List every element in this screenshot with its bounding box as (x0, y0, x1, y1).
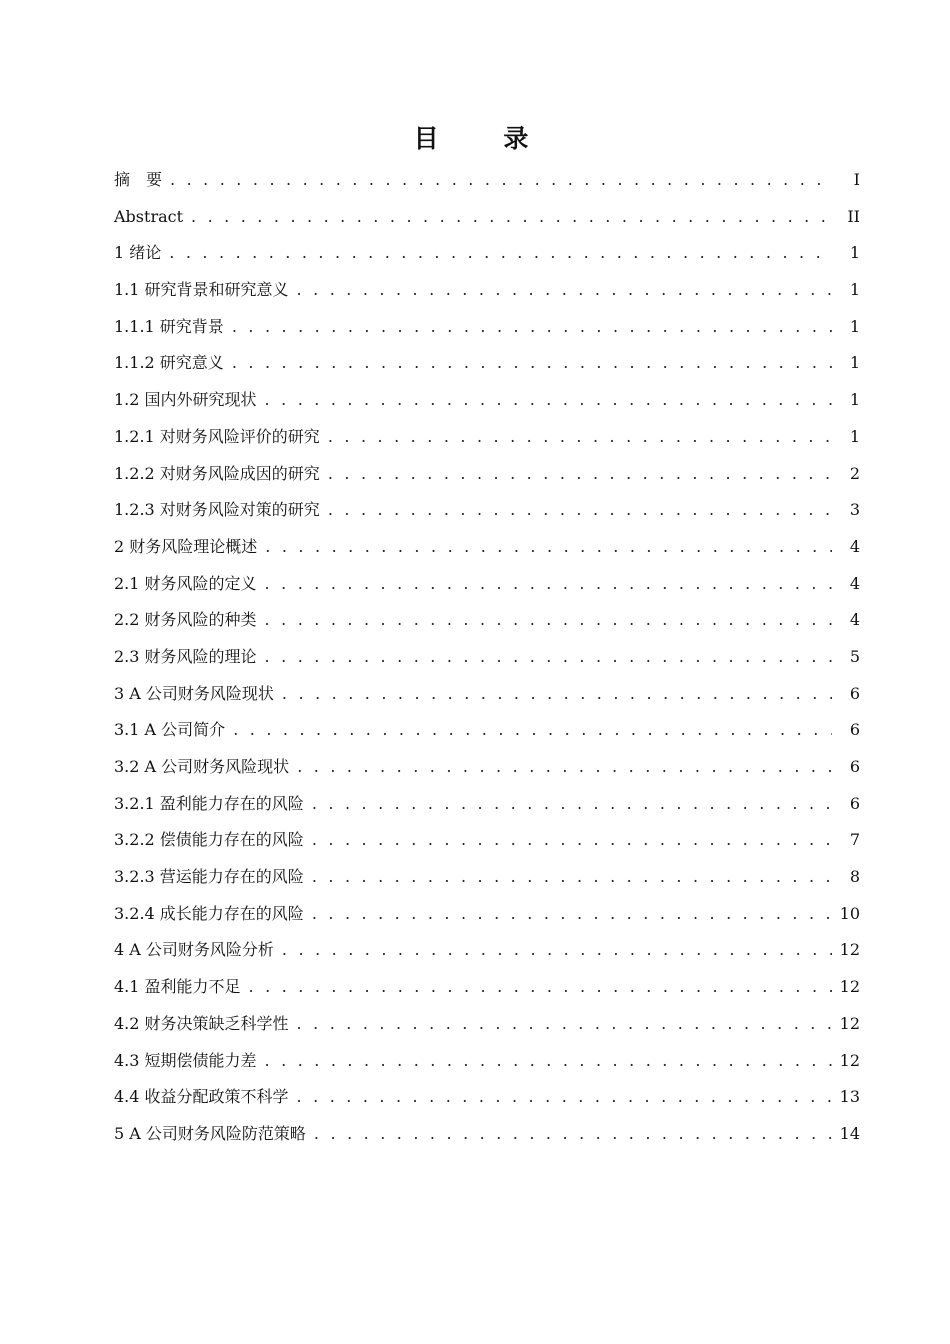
toc-entry[interactable] (114, 235, 860, 272)
toc-entry-label: 3.2.3 营运能力存在的风险 (114, 867, 304, 887)
toc-entry-page-number: 4 (849, 610, 860, 630)
toc-entry-page-number: 8 (849, 867, 860, 887)
toc-entry-page-number: 12 (839, 1050, 860, 1070)
toc-entry-page-number: 7 (849, 830, 860, 850)
toc-entry-page-number: II (847, 206, 860, 226)
dot-leader (265, 566, 832, 603)
toc-entry-label: 3.2.4 成长能力存在的风险 (114, 903, 304, 923)
toc-entry-label: 1.1.1 研究背景 (114, 316, 224, 336)
toc-entry[interactable] (114, 749, 860, 786)
toc-entry-page-number: 5 (849, 646, 860, 666)
toc-entry[interactable] (114, 712, 860, 749)
dot-leader (169, 235, 832, 272)
dot-leader (233, 712, 832, 749)
toc-entry[interactable] (114, 566, 860, 603)
toc-entry-label: 3.2.2 偿债能力存在的风险 (114, 830, 304, 850)
toc-entry-page-number: 13 (839, 1087, 860, 1107)
toc-entry-page-number: 12 (839, 940, 860, 960)
toc-entry-page-number: 1 (849, 316, 860, 336)
toc-entry[interactable] (114, 199, 860, 236)
dot-leader (328, 456, 832, 493)
toc-entry-label: 1.1 研究背景和研究意义 (114, 280, 289, 300)
dot-leader (314, 1116, 832, 1153)
toc-entry[interactable] (114, 309, 860, 346)
dot-leader (232, 345, 832, 382)
toc-entry[interactable] (114, 272, 860, 309)
dot-leader (265, 1043, 832, 1080)
toc-entry-page-number: 12 (839, 1013, 860, 1033)
toc-entry[interactable] (114, 639, 860, 676)
toc-entry[interactable] (114, 492, 860, 529)
toc-entry[interactable] (114, 786, 860, 823)
toc-entry-label: 4.1 盈利能力不足 (114, 977, 241, 997)
toc-entry[interactable] (114, 1079, 860, 1116)
toc-entry-label: 2.2 财务风险的种类 (114, 610, 257, 630)
toc-entry-page-number: 14 (839, 1123, 860, 1143)
dot-leader (265, 602, 832, 639)
dot-leader (328, 492, 832, 529)
toc-entry-label: 5 A 公司财务风险防范策略 (114, 1123, 306, 1143)
dot-leader (328, 419, 832, 456)
toc-entry-page-number: 1 (849, 353, 860, 373)
toc-entry-page-number: 4 (849, 536, 860, 556)
toc-entry-page-number: 6 (849, 757, 860, 776)
toc-entry-page-number: 1 (849, 390, 860, 410)
toc-entry-page-number: 2 (849, 463, 860, 483)
toc-entry-page-number: 6 (849, 683, 860, 703)
toc-entry-label: 4.2 财务决策缺乏科学性 (114, 1013, 289, 1033)
toc-entry-label: 1.1.2 研究意义 (114, 353, 224, 373)
dot-leader (312, 822, 832, 859)
toc-entry[interactable] (114, 969, 860, 1006)
toc-entry-label: 摘 要 (114, 170, 163, 189)
toc-entry-label: 1 绪论 (114, 243, 162, 263)
toc-title: 目 录 (413, 124, 557, 153)
table-of-contents (114, 162, 860, 1153)
toc-entry[interactable] (114, 382, 860, 419)
toc-entry-label: 4.4 收益分配政策不科学 (114, 1087, 289, 1107)
dot-leader (232, 309, 832, 346)
dot-leader (265, 382, 832, 419)
dot-leader (282, 932, 832, 969)
toc-entry[interactable] (114, 345, 860, 382)
dot-leader (312, 859, 832, 896)
toc-entry-label: 1.2 国内外研究现状 (114, 390, 257, 410)
toc-entry[interactable] (114, 1043, 860, 1080)
toc-entry[interactable] (114, 529, 860, 566)
dot-leader (312, 786, 832, 823)
toc-entry-page-number: 6 (849, 793, 860, 813)
toc-entry-label: 3.2.1 盈利能力存在的风险 (114, 793, 304, 813)
toc-entry-label: 4.3 短期偿债能力差 (114, 1050, 257, 1070)
toc-entry[interactable] (114, 602, 860, 639)
dot-leader (170, 162, 832, 199)
toc-entry-page-number: 10 (839, 903, 860, 923)
toc-entry-label: 3.1 A 公司简介 (114, 720, 226, 740)
toc-entry-page-number: 12 (839, 977, 860, 997)
dot-leader (297, 1006, 832, 1043)
toc-entry-label: 3 A 公司财务风险现状 (114, 683, 274, 703)
toc-entry-page-number: 4 (849, 573, 860, 593)
dot-leader (297, 272, 832, 309)
toc-entry[interactable] (114, 676, 860, 713)
dot-leader (191, 199, 832, 236)
toc-entry-page-number: I (853, 170, 860, 189)
toc-entry-label: 2.3 财务风险的理论 (114, 646, 257, 666)
toc-entry-label: 1.2.2 对财务风险成因的研究 (114, 463, 320, 483)
toc-entry-label: 4 A 公司财务风险分析 (114, 940, 274, 960)
toc-entry[interactable] (114, 1006, 860, 1043)
toc-entry-page-number: 1 (849, 280, 860, 300)
toc-entry-label: 2 财务风险理论概述 (114, 536, 258, 556)
toc-entry-label: 2.1 财务风险的定义 (114, 573, 257, 593)
dot-leader (312, 896, 832, 933)
toc-entry-page-number: 6 (849, 720, 860, 740)
toc-entry-page-number: 3 (849, 500, 860, 520)
dot-leader (249, 969, 832, 1006)
dot-leader (282, 676, 832, 713)
dot-leader (297, 749, 832, 786)
toc-entry[interactable] (114, 822, 860, 859)
toc-entry[interactable] (114, 932, 860, 969)
toc-entry[interactable] (114, 456, 860, 493)
toc-entry-label: 1.2.1 对财务风险评价的研究 (114, 426, 320, 446)
toc-entry-page-number: 1 (849, 426, 860, 446)
toc-entry[interactable] (114, 896, 860, 933)
dot-leader (297, 1079, 832, 1116)
toc-entry-label: Abstract (114, 206, 184, 226)
dot-leader (265, 639, 832, 676)
toc-entry[interactable] (114, 1116, 860, 1153)
toc-entry-label: 1.2.3 对财务风险对策的研究 (114, 500, 320, 520)
toc-entry[interactable] (114, 859, 860, 896)
toc-entry[interactable] (114, 419, 860, 456)
dot-leader (265, 529, 832, 566)
toc-entry-page-number: 1 (849, 243, 860, 263)
toc-entry[interactable] (114, 162, 860, 199)
toc-entry-label: 3.2 A 公司财务风险现状 (114, 757, 290, 776)
